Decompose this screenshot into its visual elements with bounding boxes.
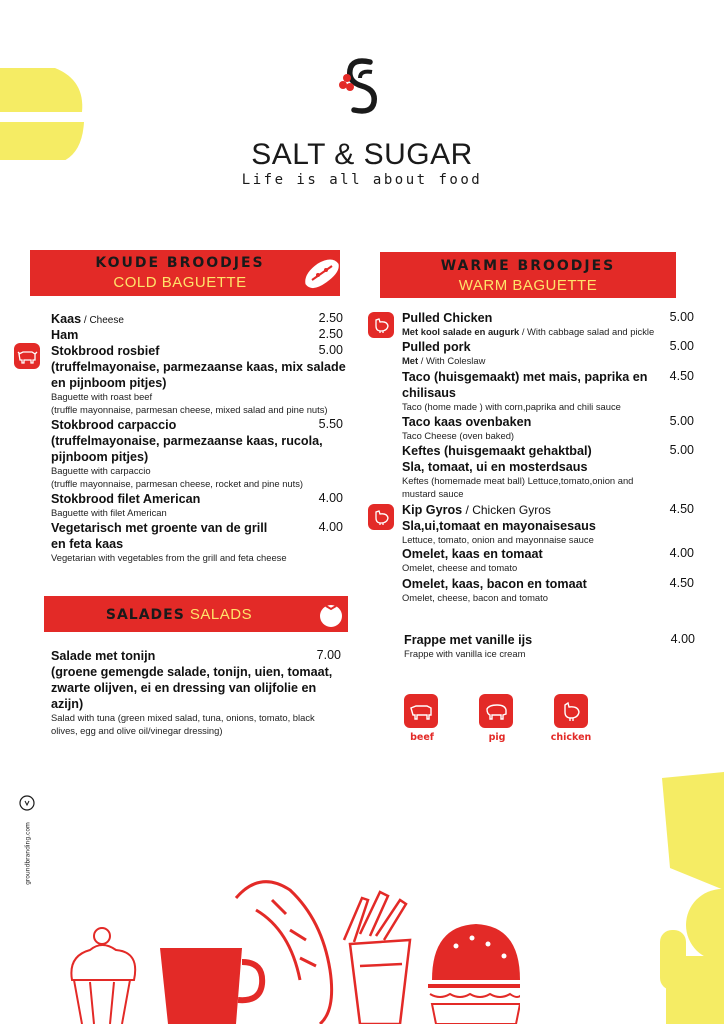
price: 5.00	[669, 310, 694, 324]
cold-item-kaas: Kaas / Cheese	[51, 312, 124, 326]
warm-item-omelet-kaas: Omelet, kaas en tomaat	[402, 547, 543, 561]
price: 5.00	[669, 414, 694, 428]
warm-item-taco: Taco (huisgemaakt) met mais, paprika en chilisaus	[402, 370, 648, 400]
warm-item-pulled-chicken: Pulled Chicken	[402, 311, 493, 325]
cold-title-en: COLD BAGUETTE	[113, 274, 247, 291]
frappe-item: Frappe met vanille ijs	[404, 633, 533, 647]
food-illustrations	[60, 870, 520, 1024]
warm-item-omelet-bacon: Omelet, kaas, bacon en tomaat	[402, 577, 587, 591]
salad-item-tonijn: Salade met tonijn (groene gemengde salade, tonijn, uien, tomaat, zwarte olijven, ei en dressing van olijfolie en azijn)	[51, 649, 333, 711]
pig-icon	[479, 694, 513, 728]
price: 4.00	[670, 632, 695, 646]
warm-item-pulled-pork: Pulled pork	[402, 340, 471, 354]
legend-beef	[404, 694, 440, 743]
price: 2.50	[318, 327, 343, 341]
cold-item-vegetarisch-desc: Vegetarian with vegetables from the grill and feta cheese	[51, 552, 287, 563]
price: 5.00	[669, 339, 694, 353]
price: 4.00	[318, 520, 343, 534]
warm-item-taco-kaas: Taco kaas ovenbaken	[402, 415, 532, 429]
salads-banner	[44, 596, 348, 632]
warm-title-en: WARM BAGUETTE	[458, 277, 598, 294]
warm-item-pulled-pork-sub: Met / With Coleslaw	[402, 355, 486, 366]
side-credit: groundbranding.com	[24, 822, 32, 885]
cold-baguette-banner	[30, 250, 340, 296]
warm-item-kip-gyros: Kip Gyros / Chicken Gyros Sla,ui,tomaat en mayonaisesaus	[402, 503, 596, 533]
salads-title-en: SALADS	[189, 606, 253, 623]
chicken-icon	[554, 694, 588, 728]
price: 2.50	[318, 311, 343, 325]
warm-title-nl: WARME BROODJES	[440, 258, 616, 274]
cold-item-carpaccio-desc: Baguette with carpaccio (truffle mayonnaise, parmesan cheese, rocket and pine nuts)	[51, 465, 304, 489]
legend-label: beef	[410, 732, 434, 743]
price: 5.50	[318, 417, 343, 431]
price: 4.00	[318, 491, 343, 505]
cold-title-nl: KOUDE BROODJES	[95, 255, 265, 271]
brand-name: SALT & SUGAR	[251, 138, 473, 171]
legend-label: pig	[488, 732, 506, 743]
price: 5.00	[318, 343, 343, 357]
cold-item-filet-desc: Baguette with filet American	[51, 507, 167, 518]
cold-item-carpaccio: Stokbrood carpaccio (truffelmayonaise, parmezaanse kaas, rucola, pijnboom pitjes)	[51, 418, 323, 464]
yellow-blocks-shape	[640, 770, 724, 1024]
cup-icon	[160, 948, 262, 1024]
warm-baguette-banner	[380, 252, 676, 298]
warm-item-keftes-desc: Keftes (homemade meat ball) Lettuce,tomato,onion and mustard sauce	[402, 475, 634, 499]
warm-item-omelet-bacon-desc: Omelet, cheese, bacon and tomato	[402, 592, 548, 603]
burger-icon	[428, 924, 520, 1024]
price: 7.00	[316, 648, 341, 662]
price: 4.50	[669, 369, 694, 383]
warm-item-keftes: Keftes (huisgemaakt gehaktbal) Sla, tomaat, ui en mosterdsaus	[402, 444, 592, 474]
tomato-icon	[316, 600, 346, 628]
warm-item-pulled-chicken-sub: Met kool salade en augurk / With cabbage salad and pickle	[402, 326, 655, 337]
cold-item-vegetarisch: Vegetarisch met groente van de grill en feta kaas	[51, 521, 268, 551]
cold-item-rosbief-desc: Baguette with roast beef (truffle mayonnaise, parmesan cheese, mixed salad and pine nuts)	[51, 391, 328, 415]
cold-item-rosbief: Stokbrood rosbief (truffelmayonaise, parmezaanse kaas, mix salade en pijnboom pitjes)	[51, 344, 346, 390]
cold-item-ham: Ham	[51, 328, 79, 342]
salads-title-nl: SALADES	[105, 607, 185, 623]
legend-label: chicken	[550, 732, 592, 743]
price: 4.00	[669, 546, 694, 560]
warm-item-taco-kaas-desc: Taco Cheese (oven baked)	[402, 430, 515, 441]
baguette-icon	[302, 254, 342, 292]
cow-icon	[404, 694, 438, 728]
cold-item-filet-american: Stokbrood filet American	[51, 492, 201, 506]
warm-item-kip-gyros-desc: Lettuce, tomato, onion and mayonnaise sauce	[402, 534, 594, 545]
chicken-icon	[368, 312, 394, 338]
warm-item-omelet-kaas-desc: Omelet, cheese and tomato	[402, 562, 518, 573]
legend-pig	[479, 694, 515, 743]
warm-item-taco-desc: Taco (home made ) with corn,paprika and chili sauce	[402, 401, 621, 412]
cow-icon	[14, 343, 40, 369]
frappe-desc: Frappe with vanilla ice cream	[404, 648, 526, 659]
price: 4.50	[669, 576, 694, 590]
price: 4.50	[669, 502, 694, 516]
chicken-icon	[368, 504, 394, 530]
bread-icon	[236, 882, 332, 1024]
fries-icon	[344, 892, 410, 1024]
legend-chicken	[548, 694, 594, 743]
brand-logo	[332, 56, 392, 122]
cupcake-icon	[71, 928, 135, 1024]
salad-item-tonijn-desc: Salad with tuna (green mixed salad, tuna, onions, tomato, black olives, egg and olive oil/vinegar dressing)	[51, 712, 315, 736]
price: 5.00	[669, 443, 694, 457]
brand-tagline: Life is all about food	[241, 172, 483, 188]
